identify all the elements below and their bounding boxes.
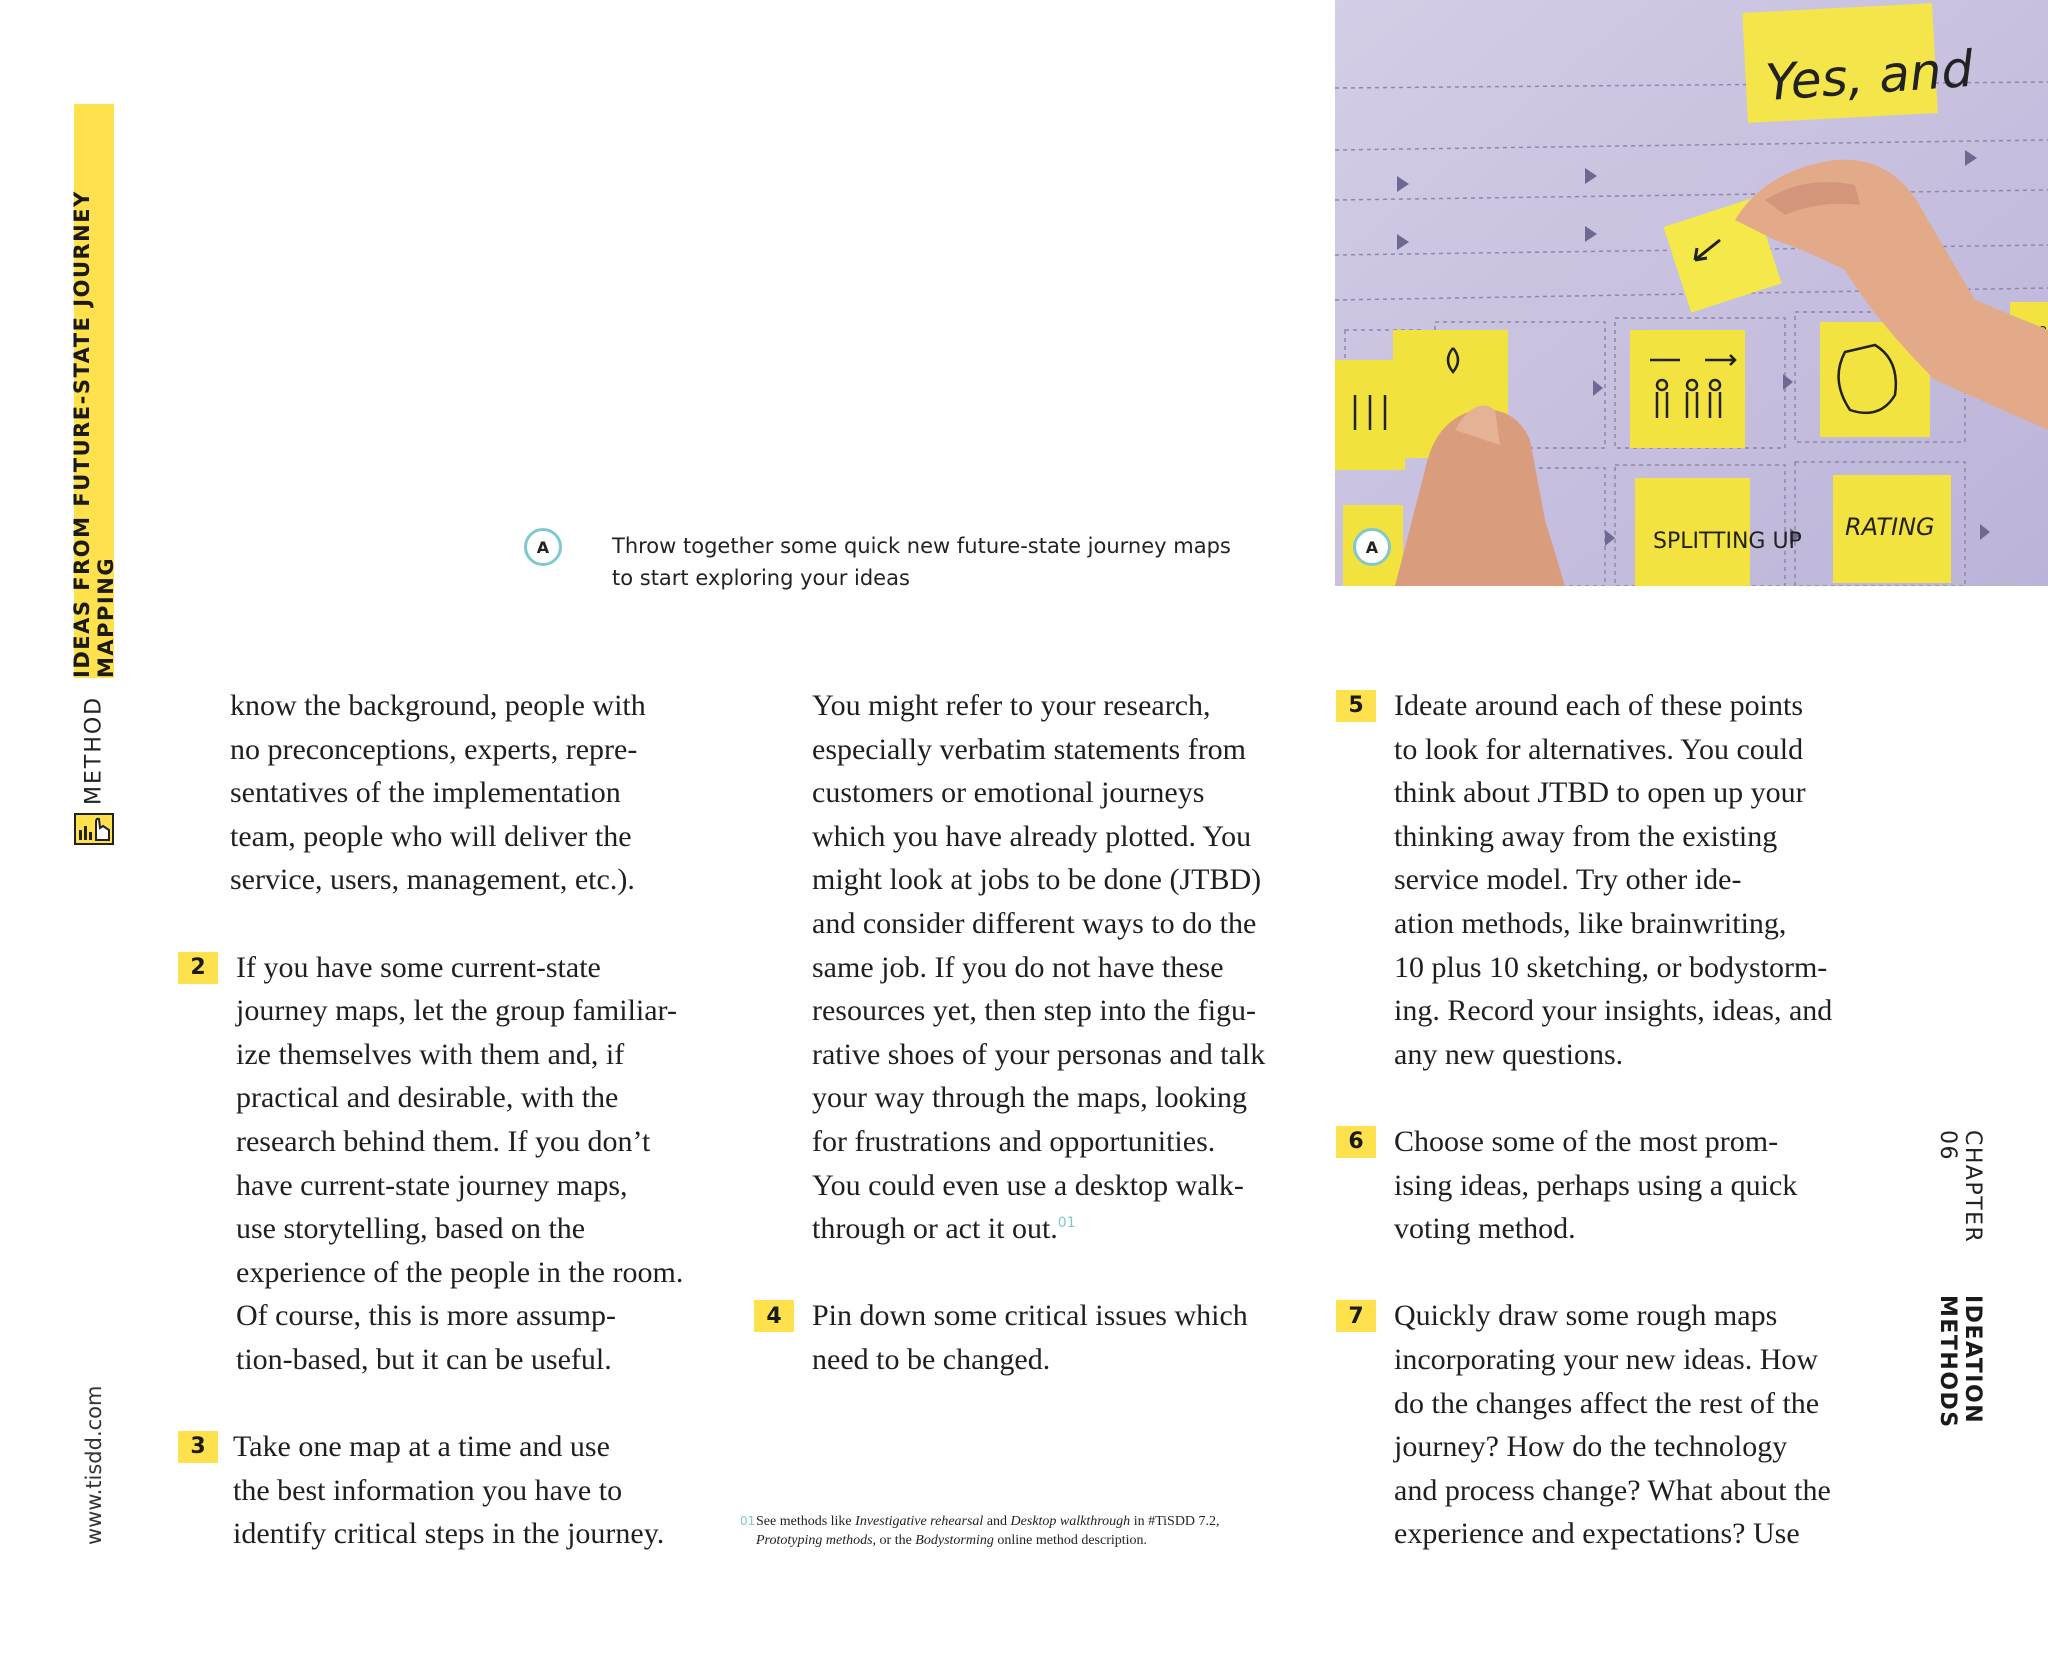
footnote-method-link: Investigative rehearsal: [855, 1514, 984, 1529]
chapter-title: IDEATION METHODS: [1935, 1295, 1985, 1429]
body-line: through or act it out.: [812, 1212, 1058, 1246]
chapter-spine: [1935, 1130, 1985, 1550]
caption-line: to start exploring your ideas: [612, 566, 910, 590]
body-line: rative shoes of your personas and talk: [812, 1037, 1266, 1071]
body-line: and process change? What about the: [1394, 1473, 1831, 1507]
step-number: 6: [1336, 1126, 1376, 1158]
body-line: service model. Try other ide-: [1394, 863, 1742, 897]
body-line: have current-state journey maps,: [236, 1168, 628, 1202]
text-column-1: [190, 684, 750, 1556]
body-line: ing. Record your insights, ideas, and: [1394, 994, 1833, 1028]
body-line: use storytelling, based on the: [236, 1212, 586, 1246]
body-line: any new questions.: [1394, 1037, 1624, 1071]
step-2: [190, 946, 756, 1382]
body-line: research behind them. If you don’t: [236, 1124, 651, 1158]
step-7: [1348, 1294, 1904, 1556]
footnote-text: online method description.: [993, 1533, 1148, 1548]
body-line: journey maps, let the group familiar-: [236, 994, 677, 1028]
body-line: Of course, this is more assump-: [236, 1299, 616, 1333]
body-line: resources yet, then step into the figu-: [812, 994, 1257, 1028]
body-line: might look at jobs to be done (JTBD): [812, 863, 1262, 897]
body-line: need to be changed.: [812, 1342, 1051, 1376]
body-line: thinking away from the existing: [1394, 819, 1778, 853]
body-line: the best information you have to: [233, 1473, 623, 1507]
body-line: tion-based, but it can be useful.: [236, 1342, 612, 1376]
body-line: Choose some of the most prom-: [1394, 1124, 1779, 1158]
body-line: ising ideas, perhaps using a quick: [1394, 1168, 1798, 1202]
footnote-method-link: Bodystorming: [915, 1533, 994, 1548]
step-6: [1348, 1120, 1904, 1251]
body-line: Take one map at a time and use: [233, 1430, 610, 1464]
footnote-reference[interactable]: 01: [1057, 1215, 1076, 1232]
body-line: If you have some current-state: [236, 950, 601, 984]
body-line: 10 plus 10 sketching, or bodystorm-: [1394, 950, 1828, 984]
footnote-number: 01: [740, 1514, 756, 1528]
body-line: team, people who will deliver the: [230, 819, 632, 853]
body-line: service, users, management, etc.).: [230, 863, 635, 897]
body-line: same job. If you do not have these: [812, 950, 1224, 984]
body-line: for frustrations and opportunities.: [812, 1124, 1216, 1158]
body-line: which you have already plotted. You: [812, 819, 1252, 853]
section-title: IDEAS FROM FUTURE-STATE JOURNEY MAPPING: [74, 104, 114, 678]
body-line: experience of the people in the room.: [236, 1255, 684, 1289]
body-line: customers or emotional journeys: [812, 776, 1205, 810]
footnote-text: in #TiSDD 7.2,: [1130, 1514, 1220, 1529]
body-line: especially verbatim statements from: [812, 732, 1247, 766]
body-line: know the background, people with: [230, 689, 646, 722]
step-number: 7: [1336, 1300, 1376, 1332]
body-line: Pin down some critical issues which: [812, 1299, 1248, 1333]
journey-map-photo: [1335, 0, 2048, 586]
sticky-yes-and: Yes, and: [1763, 39, 1975, 113]
website-url: www.tisdd.com: [82, 1385, 106, 1545]
step-number: 5: [1336, 690, 1376, 722]
body-line: ize themselves with them and, if: [236, 1037, 625, 1071]
body-line: your way through the maps, looking: [812, 1081, 1247, 1115]
footnote-text: See methods like: [756, 1514, 856, 1529]
body-line: practical and desirable, with the: [236, 1081, 619, 1115]
body-line: You could even use a desktop walk-: [812, 1168, 1244, 1202]
body-line: think about JTBD to open up your: [1394, 776, 1806, 810]
step-5: [1348, 684, 1904, 1076]
body-line: incorporating your new ideas. How: [1394, 1342, 1819, 1376]
body-line: to look for alternatives. You could: [1394, 732, 1804, 766]
body-line: and consider different ways to do the: [812, 906, 1257, 940]
body-line: journey? How do the technology: [1394, 1430, 1788, 1464]
step-number: 2: [178, 952, 218, 984]
sticky-rating: RATING: [1845, 513, 1935, 541]
body-line: voting method.: [1394, 1212, 1576, 1246]
body-line: identify critical steps in the journey.: [233, 1517, 665, 1551]
step-number: 3: [178, 1431, 218, 1463]
body-line: ation methods, like brainwriting,: [1394, 906, 1787, 940]
step-4: [766, 1294, 1302, 1381]
body-line: no preconceptions, experts, repre-: [230, 732, 638, 766]
body-line: sentatives of the implementation: [230, 776, 621, 810]
text-column-3: [1348, 684, 1904, 1556]
footnote-text: , or the: [872, 1533, 916, 1548]
method-hand-icon: [74, 810, 114, 846]
sticky-splitting: SPLITTING UP: [1653, 529, 1802, 554]
body-line: Ideate around each of these points: [1394, 689, 1803, 722]
body-line: Quickly draw some rough maps: [1394, 1299, 1778, 1333]
step-number: 4: [754, 1300, 794, 1332]
footnote-method-link: Desktop walkthrough: [1010, 1514, 1131, 1529]
figure-caption-badge: A: [524, 528, 562, 566]
body-line: experience and expectations? Use: [1394, 1517, 1800, 1551]
text-column-2: [766, 684, 1302, 1382]
chapter-number: CHAPTER 06: [1935, 1130, 1985, 1244]
footnote-text: and: [983, 1514, 1011, 1529]
figure-photo-badge: A: [1353, 528, 1391, 566]
body-line: You might refer to your research,: [812, 689, 1211, 722]
step-3: [190, 1425, 756, 1556]
footnote: [740, 1512, 1316, 1550]
figure-caption: [612, 530, 1312, 594]
body-line: do the changes affect the rest of the: [1394, 1386, 1820, 1420]
caption-line: Throw together some quick new future-state journey maps: [612, 534, 1231, 558]
section-label: METHOD: [81, 695, 107, 805]
footnote-method-link: Prototyping methods: [756, 1533, 873, 1548]
